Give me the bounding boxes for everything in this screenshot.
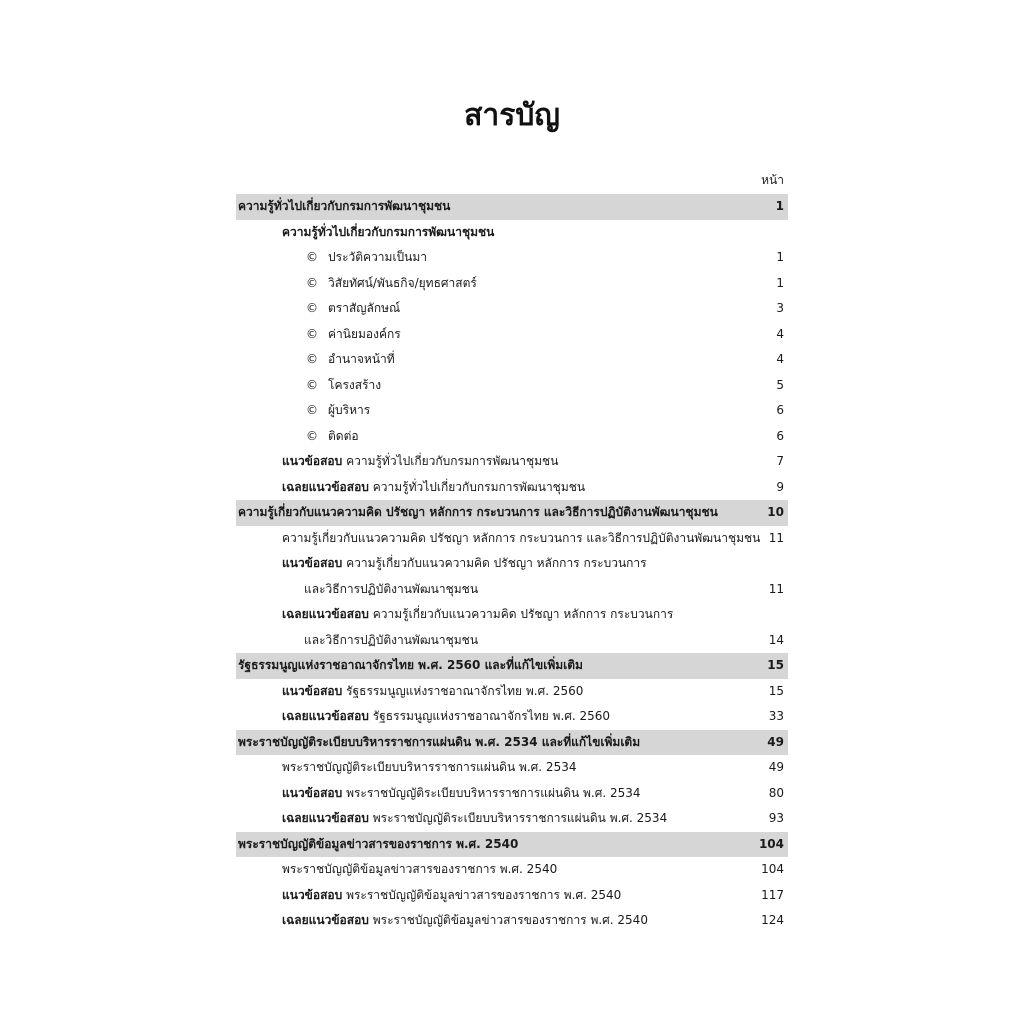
answer-label: เฉลยแนวข้อสอบ xyxy=(282,811,369,825)
toc-bullet-item[interactable] xyxy=(236,424,788,450)
toc-exam-entry[interactable] xyxy=(236,551,788,577)
toc-answer-entry[interactable] xyxy=(236,475,788,501)
bullet-page: 4 xyxy=(776,326,784,341)
toc-bullet-item[interactable] xyxy=(236,398,788,424)
content-page: 104 xyxy=(761,862,784,876)
section-page: 1 xyxy=(775,199,784,213)
toc-answer-entry[interactable] xyxy=(236,908,788,934)
bullet-page: 4 xyxy=(776,352,784,366)
content-page: 11 xyxy=(768,530,784,545)
bullet-page: 6 xyxy=(776,428,784,443)
toc-content-entry[interactable] xyxy=(236,857,788,883)
toc-content-entry[interactable] xyxy=(236,526,788,552)
answer-page: 124 xyxy=(761,913,784,927)
exam-text: รัฐธรรมนูญแห่งราชอาณาจักรไทย พ.ศ. 2560 xyxy=(346,683,584,698)
exam-page: 11 xyxy=(768,581,784,596)
toc-section-3[interactable] xyxy=(236,653,788,679)
toc-exam-entry[interactable] xyxy=(236,781,788,807)
answer-page: 14 xyxy=(768,632,784,647)
bullet-page: 5 xyxy=(776,377,784,392)
bullet-page: 1 xyxy=(776,250,784,264)
page-title: สารบัญ xyxy=(464,98,560,133)
bullet-text: โครงสร้าง xyxy=(328,377,382,392)
answer-label: เฉลยแนวข้อสอบ xyxy=(282,607,369,621)
toc-answer-entry[interactable] xyxy=(236,806,788,832)
toc-section-1[interactable] xyxy=(236,194,788,220)
toc-content-entry[interactable] xyxy=(236,755,788,781)
exam-page: 15 xyxy=(768,683,784,698)
answer-text: รัฐธรรมนูญแห่งราชอาณาจักรไทย พ.ศ. 2560 xyxy=(372,709,611,723)
bullet-page: 1 xyxy=(776,275,784,290)
exam-label: แนวข้อสอบ xyxy=(282,454,343,468)
content-page: 49 xyxy=(768,760,784,774)
exam-label: แนวข้อสอบ xyxy=(282,887,343,902)
bullet-page: 6 xyxy=(776,403,784,417)
exam-text-continued: และวิธีการปฏิบัติงานพัฒนาชุมชน xyxy=(304,581,479,596)
copyright-bullet-icon: © xyxy=(306,250,318,264)
exam-text: ความรู้เกี่ยวกับแนวความคิด ปรัชญา หลักการ กระบวนการ xyxy=(346,556,647,570)
exam-label: แนวข้อสอบ xyxy=(282,683,343,698)
copyright-bullet-icon: © xyxy=(306,403,318,417)
section-title: พระราชบัญญัติข้อมูลข่าวสารของราชการ พ.ศ. 2540 xyxy=(238,836,519,851)
section-title: รัฐธรรมนูญแห่งราชอาณาจักรไทย พ.ศ. 2560 และที่แก้ไขเพิ่มเติม xyxy=(238,658,583,672)
copyright-bullet-icon: © xyxy=(306,377,318,392)
exam-text: ความรู้ทั่วไปเกี่ยวกับกรมการพัฒนาชุมชน xyxy=(346,454,559,468)
exam-label: แนวข้อสอบ xyxy=(282,556,343,570)
copyright-bullet-icon: © xyxy=(306,275,318,290)
answer-page: 93 xyxy=(768,811,784,825)
exam-page: 117 xyxy=(761,887,784,902)
toc-exam-entry[interactable] xyxy=(236,679,788,705)
toc-bullet-item[interactable] xyxy=(236,245,788,271)
exam-text: พระราชบัญญัติระเบียบบริหารราชการแผ่นดิน พ.ศ. 2534 xyxy=(346,785,641,800)
bullet-page: 3 xyxy=(776,301,784,315)
copyright-bullet-icon: © xyxy=(306,352,318,366)
toc-bullet-item[interactable] xyxy=(236,347,788,373)
page-column-header: หน้า xyxy=(761,173,784,187)
toc-answer-entry[interactable] xyxy=(236,704,788,730)
section-title: ความรู้เกี่ยวกับแนวความคิด ปรัชญา หลักการ กระบวนการ และวิธีการปฏิบัติงานพัฒนาชุมชน xyxy=(238,505,718,519)
toc-answer-entry-continued[interactable] xyxy=(236,628,788,654)
toc-section-2[interactable] xyxy=(236,500,788,526)
bullet-text: ตราสัญลักษณ์ xyxy=(328,301,401,315)
copyright-bullet-icon: © xyxy=(306,301,318,315)
exam-page: 80 xyxy=(768,785,784,800)
answer-label: เฉลยแนวข้อสอบ xyxy=(282,479,369,494)
toc-answer-entry[interactable] xyxy=(236,602,788,628)
toc-bullet-item[interactable] xyxy=(236,322,788,348)
answer-text: ความรู้เกี่ยวกับแนวความคิด ปรัชญา หลักการ กระบวนการ xyxy=(372,607,674,621)
answer-text-continued: และวิธีการปฏิบัติงานพัฒนาชุมชน xyxy=(304,632,479,647)
toc-exam-entry[interactable] xyxy=(236,883,788,909)
toc-subheading[interactable] xyxy=(236,220,788,246)
toc-exam-entry[interactable] xyxy=(236,449,788,475)
answer-label: เฉลยแนวข้อสอบ xyxy=(282,709,369,723)
section-page: 15 xyxy=(767,658,784,672)
section-title: พระราชบัญญัติระเบียบบริหารราชการแผ่นดิน พ.ศ. 2534 และที่แก้ไขเพิ่มเติม xyxy=(238,734,641,749)
section-page: 10 xyxy=(767,505,784,519)
copyright-bullet-icon: © xyxy=(306,326,318,341)
toc-section-5[interactable] xyxy=(236,832,788,858)
content-text: พระราชบัญญัติข้อมูลข่าวสารของราชการ พ.ศ. 2540 xyxy=(282,862,558,876)
answer-text: ความรู้ทั่วไปเกี่ยวกับกรมการพัฒนาชุมชน xyxy=(372,479,586,494)
section-page: 104 xyxy=(758,836,784,851)
bullet-text: ค่านิยมองค์กร xyxy=(328,326,401,341)
content-text: พระราชบัญญัติระเบียบบริหารราชการแผ่นดิน พ.ศ. 2534 xyxy=(282,760,577,774)
answer-label: เฉลยแนวข้อสอบ xyxy=(282,913,369,927)
answer-page: 33 xyxy=(768,709,784,723)
subheading-text: ความรู้ทั่วไปเกี่ยวกับกรมการพัฒนาชุมชน xyxy=(282,224,495,239)
bullet-text: ติดต่อ xyxy=(328,428,359,443)
exam-text: พระราชบัญญัติข้อมูลข่าวสารของราชการ พ.ศ. 2540 xyxy=(346,887,622,902)
exam-label: แนวข้อสอบ xyxy=(282,785,343,800)
content-text: ความรู้เกี่ยวกับแนวความคิด ปรัชญา หลักการ กระบวนการ และวิธีการปฏิบัติงานพัฒนาชุมชน xyxy=(282,530,761,545)
copyright-bullet-icon: © xyxy=(306,428,318,443)
table-of-contents xyxy=(236,194,788,934)
exam-page: 7 xyxy=(776,454,784,468)
bullet-text: ผู้บริหาร xyxy=(328,403,371,417)
answer-text: พระราชบัญญัติระเบียบบริหารราชการแผ่นดิน พ.ศ. 2534 xyxy=(372,811,668,825)
section-title: ความรู้ทั่วไปเกี่ยวกับกรมการพัฒนาชุมชน xyxy=(238,199,451,213)
toc-exam-entry-continued[interactable] xyxy=(236,577,788,603)
toc-section-4[interactable] xyxy=(236,730,788,756)
bullet-text: อำนาจหน้าที่ xyxy=(328,352,395,366)
bullet-text: วิสัยทัศน์/พันธกิจ/ยุทธศาสตร์ xyxy=(328,275,477,290)
toc-bullet-item[interactable] xyxy=(236,271,788,297)
toc-bullet-item[interactable] xyxy=(236,373,788,399)
toc-bullet-item[interactable] xyxy=(236,296,788,322)
answer-text: พระราชบัญญัติข้อมูลข่าวสารของราชการ พ.ศ. 2540 xyxy=(372,913,648,927)
section-page: 49 xyxy=(767,734,784,749)
answer-page: 9 xyxy=(776,479,784,494)
bullet-text: ประวัติความเป็นมา xyxy=(328,250,428,264)
